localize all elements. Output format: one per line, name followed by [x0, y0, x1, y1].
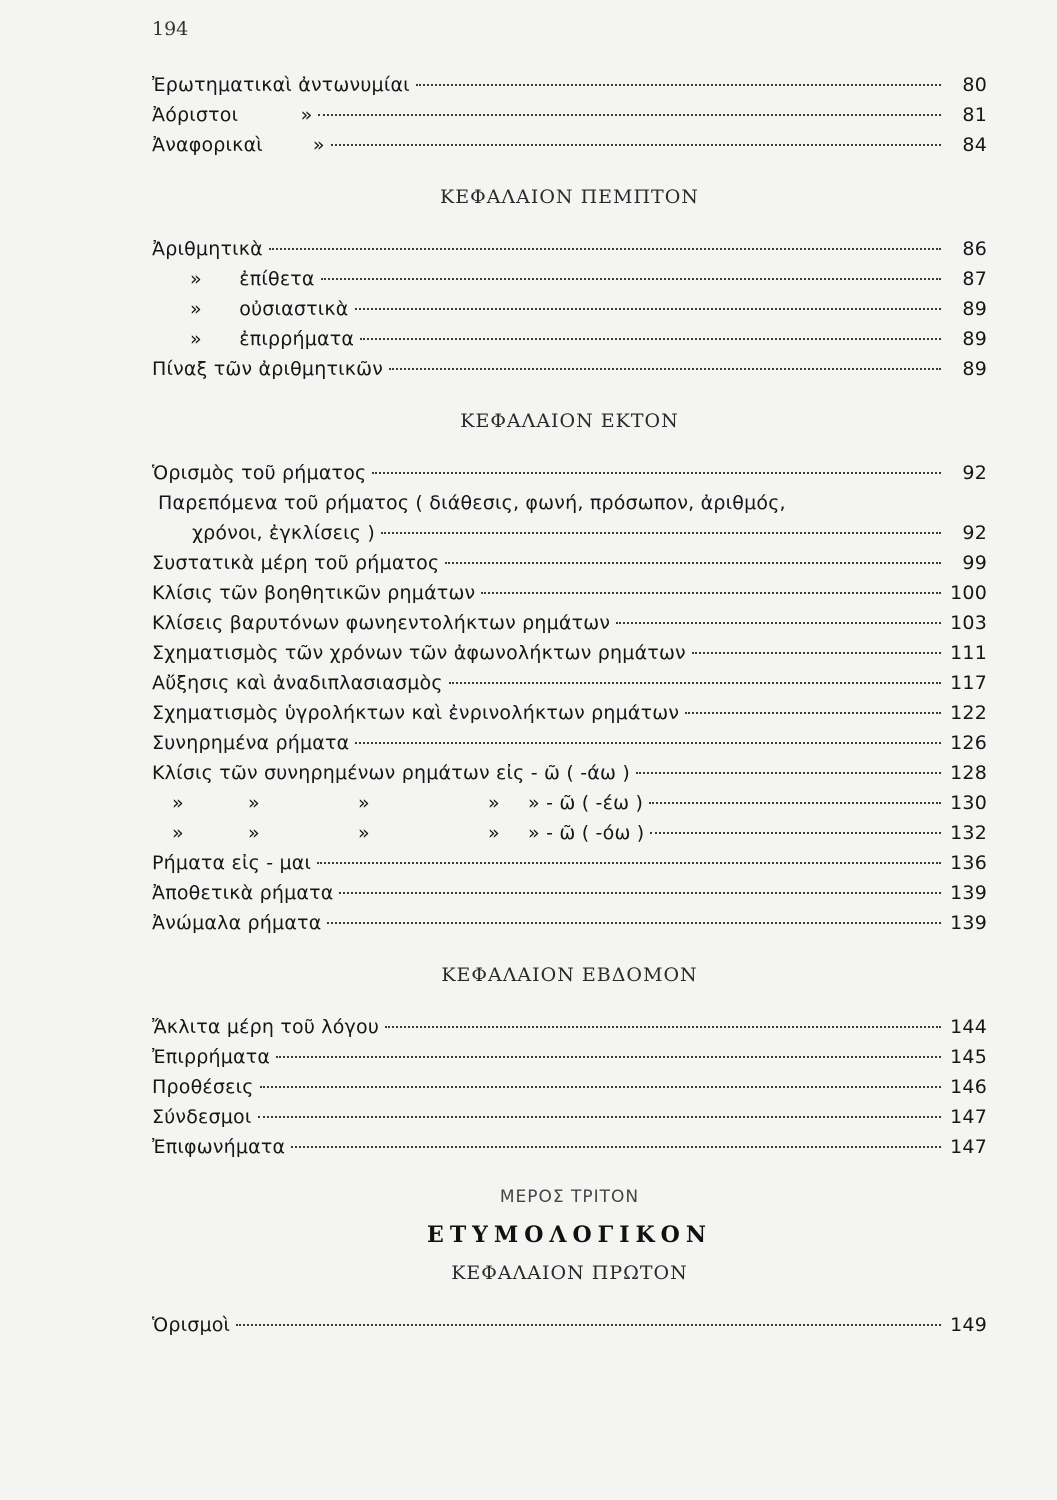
leader-dots: [258, 1115, 942, 1118]
leader-dots: [649, 801, 941, 804]
toc-entry-title: Ἐπιφωνήματα: [152, 1136, 286, 1158]
ditto-mark: »: [488, 822, 500, 844]
leader-dots: [355, 741, 941, 744]
toc-entry-title: Ἐπιρρήματα: [152, 1046, 271, 1068]
ditto-mark: »: [248, 822, 260, 844]
toc-entry-title: Ἀνώμαλα ρήματα: [152, 912, 322, 934]
leader-dots: [636, 771, 941, 774]
toc-entry: [152, 578, 987, 608]
toc-entry: [152, 1012, 987, 1042]
toc-entry: [152, 1132, 987, 1162]
toc-entry-title: Ἐρωτηματικαὶ ἀντωνυμίαι: [152, 74, 410, 96]
toc-entry-page: 122: [950, 702, 987, 724]
toc-entry-title: [152, 788, 643, 818]
table-of-contents: [152, 70, 987, 1340]
toc-entry-title: Ὁρισμοὶ: [152, 1314, 231, 1336]
toc-entry: [152, 70, 987, 100]
toc-entry-title: Συστατικὰ μέρη τοῦ ρήματος: [152, 552, 440, 574]
toc-entry-title: Σχηματισμὸς τῶν χρόνων τῶν ἀφωνολήκτων ρημάτων: [152, 642, 686, 664]
toc-entry-title: Αὔξησις καὶ ἀναδιπλασιασμὸς: [152, 672, 443, 694]
toc-entry-page: 126: [950, 732, 987, 754]
toc-entry-page: 81: [962, 104, 987, 126]
ditto-mark: »: [172, 822, 184, 844]
leader-dots: [481, 591, 941, 594]
toc-entry-suffix: » - ῶ ( -όω ): [528, 822, 645, 844]
toc-entry: [152, 548, 987, 578]
ditto-mark: »: [488, 792, 500, 814]
leader-dots: [236, 1323, 941, 1326]
toc-entry-title: Ἀόριστοι »: [152, 104, 313, 126]
leader-dots: [381, 531, 941, 534]
page-number: 194: [152, 18, 189, 40]
toc-entry-title-line: Παρεπόμενα τοῦ ρήματος ( διάθεσις, φωνή, πρόσωπον, ἀριθμός,: [158, 492, 786, 514]
toc-entry-page: 117: [950, 672, 987, 694]
leader-dots: [372, 471, 941, 474]
toc-entry-title: Κλίσεις βαρυτόνων φωνηεντολήκτων ρημάτων: [152, 612, 611, 634]
toc-entry-title: Σύνδεσμοι: [152, 1106, 252, 1128]
toc-entry-title: Ἄκλιτα μέρη τοῦ λόγου: [152, 1016, 380, 1038]
toc-entry-page: 86: [962, 238, 987, 260]
toc-entry-page: 80: [962, 74, 987, 96]
toc-entry-suffix: » - ῶ ( -έω ): [528, 792, 644, 814]
toc-entry: [152, 698, 987, 728]
toc-entry: [152, 758, 987, 788]
toc-entry-page: 92: [962, 462, 987, 484]
toc-entry-page: 147: [950, 1136, 987, 1158]
toc-entry: [152, 1042, 987, 1072]
part-title: ΕΤΥΜΟΛΟΓΙΚΟΝ: [427, 1222, 712, 1248]
toc-entry-title: Ὁρισμὸς τοῦ ρήματος: [152, 462, 367, 484]
toc-entry: [152, 234, 987, 264]
toc-entry-title: » ἐπίθετα: [190, 268, 315, 290]
toc-entry: [152, 818, 987, 848]
leader-dots: [616, 621, 941, 624]
toc-entry-page: 87: [962, 268, 987, 290]
chapter-heading: ΚΕΦΑΛΑΙΟΝ ΕΒΔΟΜΟΝ: [441, 964, 698, 986]
leader-dots: [650, 831, 941, 834]
toc-entry: [152, 130, 987, 160]
leader-dots: [291, 1145, 941, 1148]
leader-dots: [317, 861, 941, 864]
toc-entry-page: 99: [962, 552, 987, 574]
toc-entry-title: [152, 818, 644, 848]
chapter-heading: ΚΕΦΑΛΑΙΟΝ ΠΕΜΠΤΟΝ: [440, 186, 699, 208]
toc-entry: [152, 294, 987, 324]
toc-entry-page: 132: [950, 822, 987, 844]
toc-entry-page: 139: [950, 882, 987, 904]
toc-entry-title: Ἀποθετικὰ ρήματα: [152, 882, 334, 904]
toc-entry-page: 100: [950, 582, 987, 604]
part-heading: ΜΕΡΟΣ ΤΡΙΤΟΝ: [499, 1187, 640, 1207]
toc-entry: [152, 518, 987, 548]
leader-dots: [360, 337, 941, 340]
toc-entry: [152, 878, 987, 908]
toc-entry-page: 89: [962, 328, 987, 350]
toc-entry-title: » ἐπιρρήματα: [190, 328, 355, 350]
toc-entry-page: 89: [962, 358, 987, 380]
toc-entry-title: Πίναξ τῶν ἀριθμητικῶν: [152, 358, 384, 380]
toc-entry-title: Ἀναφορικαὶ »: [152, 134, 325, 156]
toc-entry-title: Ρήματα εἰς - μαι: [152, 852, 312, 874]
toc-entry-page: 111: [950, 642, 987, 664]
leader-dots: [339, 891, 941, 894]
leader-dots: [685, 711, 941, 714]
ditto-mark: »: [172, 792, 184, 814]
toc-entry-page: 136: [950, 852, 987, 874]
leader-dots: [321, 277, 941, 280]
toc-entry-page: 147: [950, 1106, 987, 1128]
toc-entry: [152, 1102, 987, 1132]
leader-dots: [276, 1055, 941, 1058]
ditto-mark: »: [248, 792, 260, 814]
toc-entry: [152, 100, 987, 130]
toc-entry: [152, 638, 987, 668]
toc-entry-title: Προθέσεις: [152, 1076, 254, 1098]
toc-entry-page: 144: [950, 1016, 987, 1038]
toc-entry: [152, 728, 987, 758]
toc-entry-page: 130: [950, 792, 987, 814]
leader-dots: [327, 921, 941, 924]
toc-entry-title: » οὐσιαστικὰ: [190, 298, 349, 320]
leader-dots: [445, 561, 941, 564]
toc-entry-page: 139: [950, 912, 987, 934]
toc-entry: [152, 324, 987, 354]
toc-entry: [152, 848, 987, 878]
toc-entry-title: Συνηρημένα ρήματα: [152, 732, 350, 754]
toc-entry: [152, 1072, 987, 1102]
leader-dots: [318, 113, 941, 116]
toc-entry: [152, 908, 987, 938]
toc-entry-page: 103: [950, 612, 987, 634]
toc-entry-title: χρόνοι, ἐγκλίσεις ): [192, 522, 375, 544]
leader-dots: [331, 143, 941, 146]
leader-dots: [389, 367, 941, 370]
toc-entry-page: 84: [962, 134, 987, 156]
toc-entry-page: 128: [950, 762, 987, 784]
toc-entry: [152, 608, 987, 638]
chapter-heading: ΚΕΦΑΛΑΙΟΝ ΠΡΩΤΟΝ: [451, 1262, 688, 1284]
ditto-mark: »: [358, 822, 370, 844]
toc-entry-title: Κλίσις τῶν βοηθητικῶν ρημάτων: [152, 582, 476, 604]
toc-entry-title: Σχηματισμὸς ὑγρολήκτων καὶ ἐνρινολήκτων ρημάτων: [152, 702, 680, 724]
toc-entry-page: 149: [950, 1314, 987, 1336]
toc-entry: [152, 1310, 987, 1340]
toc-entry-page: 92: [962, 522, 987, 544]
toc-entry: [152, 354, 987, 384]
toc-entry-page: 89: [962, 298, 987, 320]
leader-dots: [260, 1085, 941, 1088]
toc-entry: [152, 264, 987, 294]
leader-dots: [449, 681, 941, 684]
leader-dots: [692, 651, 941, 654]
ditto-mark: »: [358, 792, 370, 814]
toc-entry: [152, 458, 987, 488]
toc-entry-title: Ἀριθμητικὰ: [152, 238, 263, 260]
toc-entry: [152, 788, 987, 818]
leader-dots: [385, 1025, 941, 1028]
leader-dots: [355, 307, 941, 310]
chapter-heading: ΚΕΦΑΛΑΙΟΝ ΕΚΤΟΝ: [460, 410, 679, 432]
toc-entry-title: Κλίσις τῶν συνηρημένων ρημάτων εἰς - ῶ ( -άω ): [152, 762, 630, 784]
toc-entry-page: 146: [950, 1076, 987, 1098]
toc-entry: [152, 668, 987, 698]
leader-dots: [416, 83, 941, 86]
leader-dots: [269, 247, 941, 250]
toc-entry-page: 145: [950, 1046, 987, 1068]
